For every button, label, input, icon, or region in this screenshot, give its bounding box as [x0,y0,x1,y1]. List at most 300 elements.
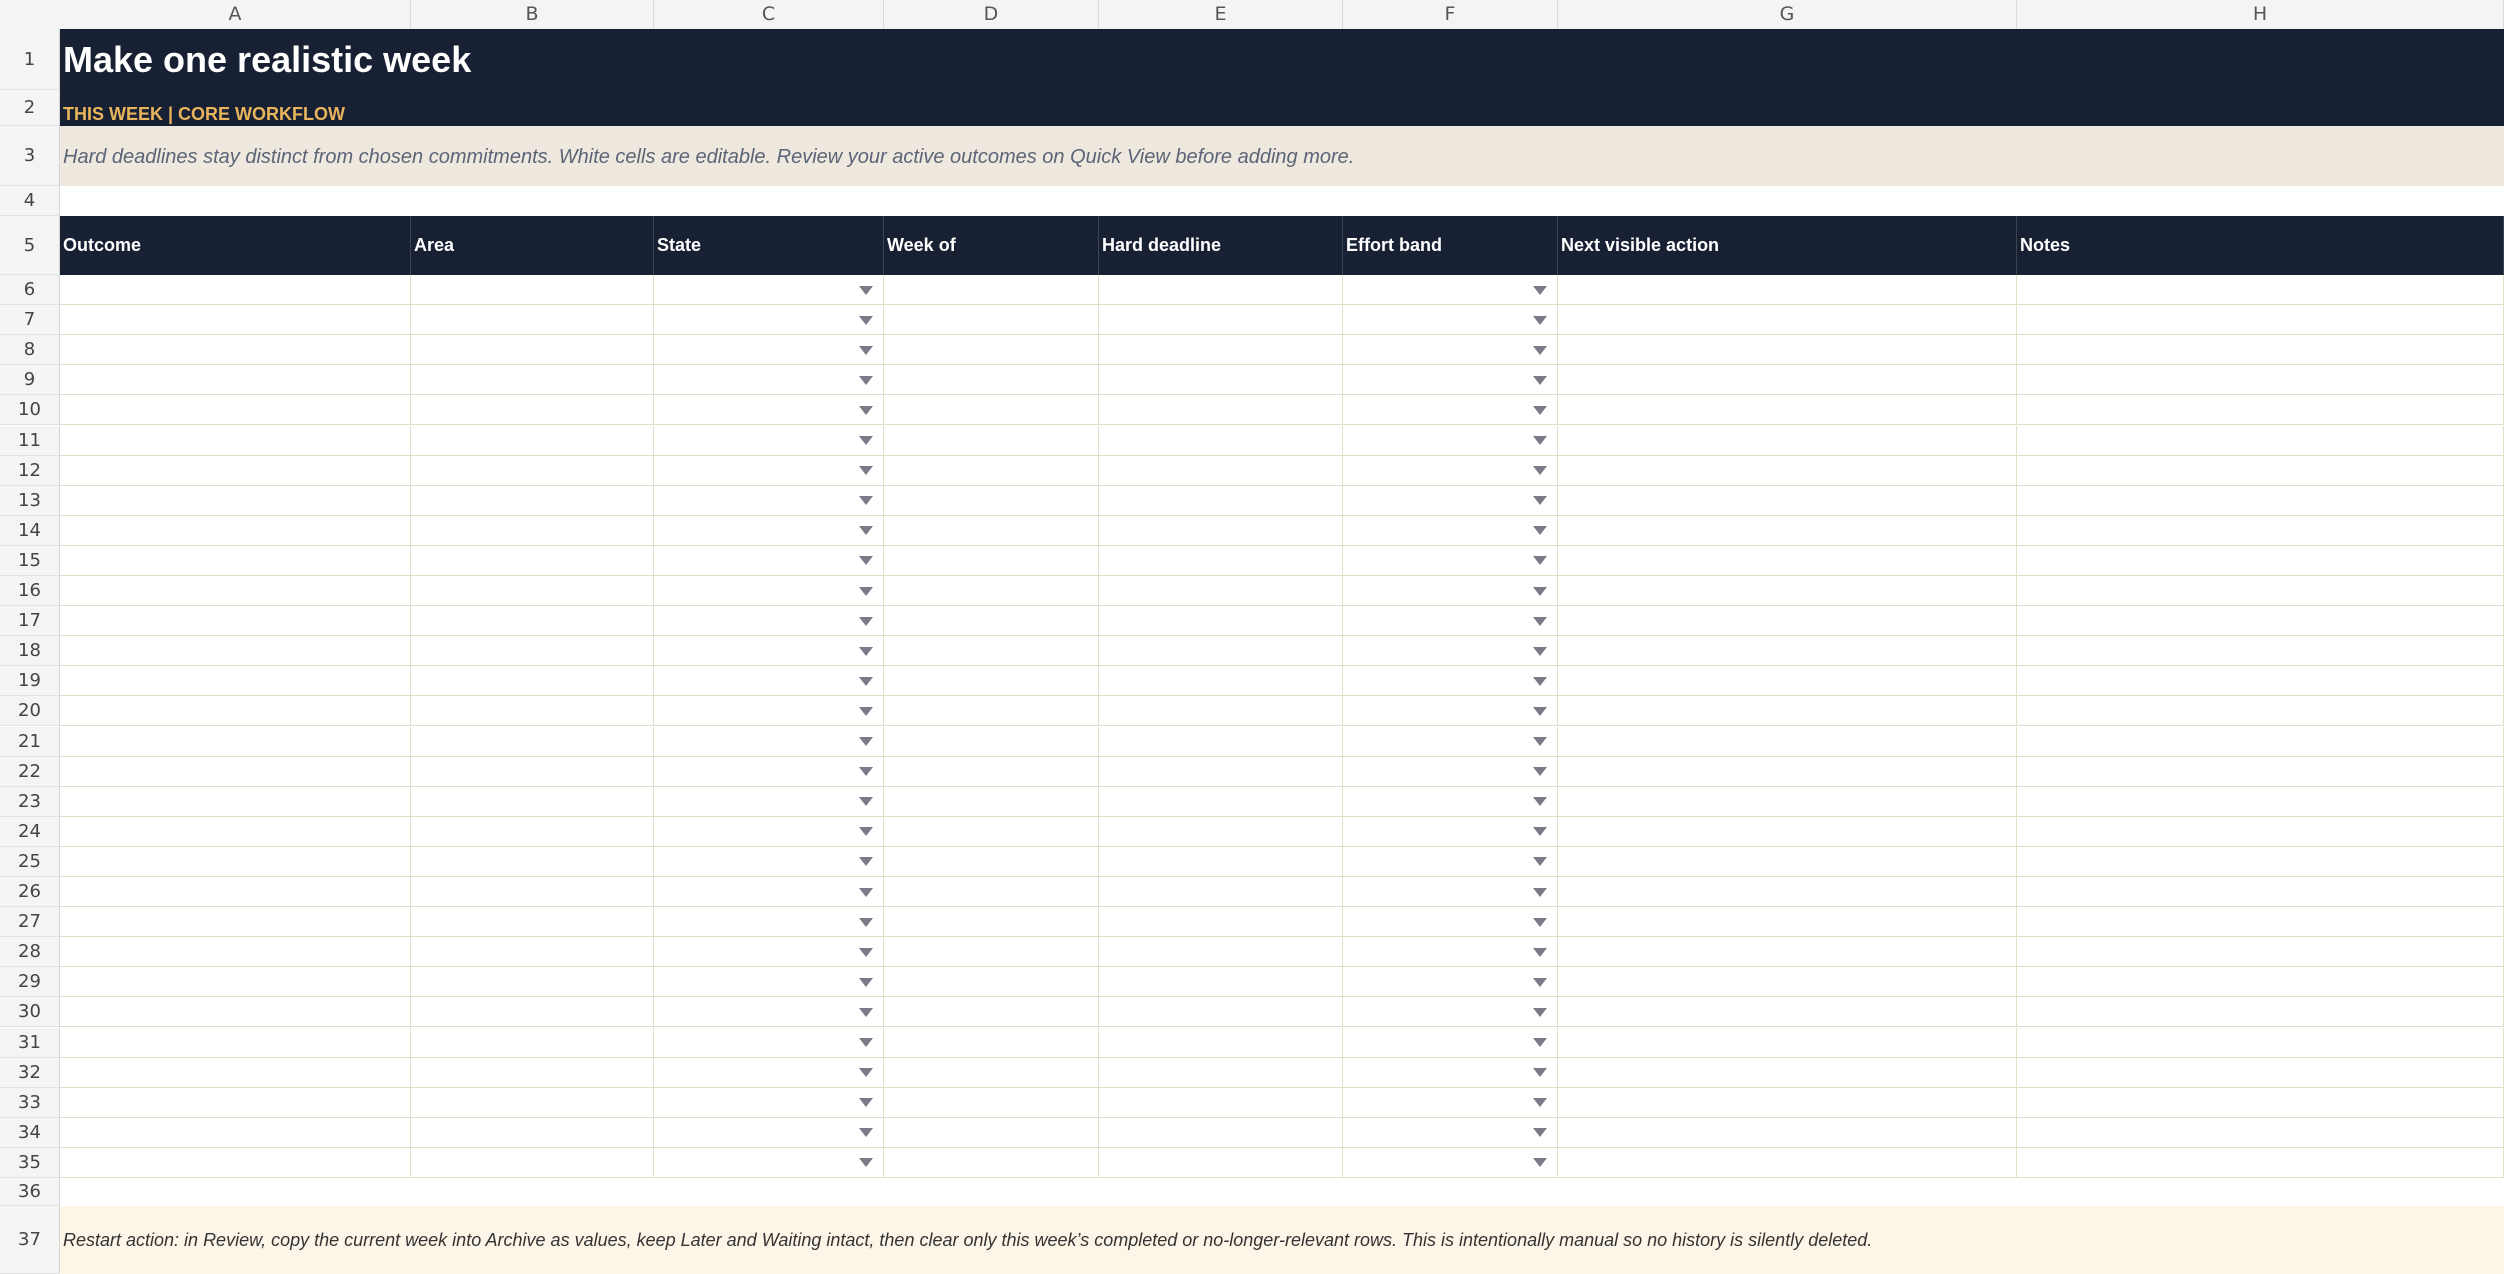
table-cell[interactable] [2017,456,2504,486]
table-cell[interactable] [884,486,1099,516]
table-cell[interactable] [884,817,1099,847]
table-cell[interactable] [1099,666,1343,696]
table-cell[interactable] [654,847,884,877]
table-cell[interactable] [411,817,654,847]
table-cell[interactable] [2017,696,2504,726]
table-cell[interactable] [884,576,1099,606]
table-cell[interactable] [1099,877,1343,907]
dropdown-arrow-icon[interactable] [859,857,873,866]
table-cell[interactable] [654,997,884,1027]
table-cell[interactable] [411,305,654,335]
table-cell[interactable] [1099,365,1343,395]
row-header-20[interactable]: 20 [0,696,60,726]
table-cell[interactable] [1099,395,1343,425]
table-cell[interactable] [1343,1028,1558,1058]
column-header-b[interactable]: B [411,0,654,29]
dropdown-arrow-icon[interactable] [859,1068,873,1077]
table-cell[interactable] [60,305,411,335]
table-cell[interactable] [2017,335,2504,365]
table-cell[interactable] [411,666,654,696]
table-cell[interactable] [1343,877,1558,907]
table-cell[interactable] [884,877,1099,907]
table-cell[interactable] [1343,516,1558,546]
table-cell[interactable] [1343,696,1558,726]
table-cell[interactable] [1558,727,2017,757]
table-cell[interactable] [411,1118,654,1148]
row-header-9[interactable]: 9 [0,365,60,395]
table-cell[interactable] [1099,1028,1343,1058]
table-cell[interactable] [884,305,1099,335]
row-header-37[interactable]: 37 [0,1206,60,1274]
table-cell[interactable] [654,606,884,636]
table-cell[interactable] [60,546,411,576]
table-cell[interactable] [60,335,411,365]
table-cell[interactable] [654,305,884,335]
table-cell[interactable] [654,757,884,787]
table-cell[interactable] [411,907,654,937]
table-cell[interactable] [60,426,411,456]
table-cell[interactable] [2017,1118,2504,1148]
table-cell[interactable] [1558,817,2017,847]
table-cell[interactable] [1558,516,2017,546]
table-cell[interactable] [2017,1088,2504,1118]
dropdown-arrow-icon[interactable] [859,888,873,897]
table-cell[interactable] [1343,907,1558,937]
dropdown-arrow-icon[interactable] [1533,647,1547,656]
table-cell[interactable] [654,967,884,997]
row-header-5[interactable]: 5 [0,216,60,275]
dropdown-arrow-icon[interactable] [859,978,873,987]
row-header-18[interactable]: 18 [0,636,60,666]
table-cell[interactable] [411,1148,654,1178]
table-cell[interactable] [1558,877,2017,907]
table-cell[interactable] [654,395,884,425]
table-cell[interactable] [1343,426,1558,456]
dropdown-arrow-icon[interactable] [859,436,873,445]
table-cell[interactable] [654,365,884,395]
table-cell[interactable] [1558,937,2017,967]
table-cell[interactable] [884,1148,1099,1178]
table-cell[interactable] [1343,666,1558,696]
table-cell[interactable] [1099,636,1343,666]
dropdown-arrow-icon[interactable] [1533,797,1547,806]
dropdown-arrow-icon[interactable] [1533,827,1547,836]
dropdown-arrow-icon[interactable] [1533,918,1547,927]
table-cell[interactable] [411,787,654,817]
table-cell[interactable] [654,275,884,305]
table-cell[interactable] [1099,817,1343,847]
table-cell[interactable] [411,395,654,425]
table-cell[interactable] [60,937,411,967]
row-header-19[interactable]: 19 [0,666,60,696]
table-cell[interactable] [411,606,654,636]
row-header-13[interactable]: 13 [0,486,60,516]
column-header-e[interactable]: E [1099,0,1343,29]
table-cell[interactable] [1558,576,2017,606]
table-cell[interactable] [1558,426,2017,456]
table-cell[interactable] [411,847,654,877]
table-cell[interactable] [411,486,654,516]
table-cell[interactable] [1558,1058,2017,1088]
table-cell[interactable] [411,335,654,365]
table-cell[interactable] [1343,456,1558,486]
table-cell[interactable] [2017,1028,2504,1058]
dropdown-arrow-icon[interactable] [859,286,873,295]
table-cell[interactable] [2017,365,2504,395]
table-cell[interactable] [411,937,654,967]
table-cell[interactable] [2017,606,2504,636]
table-cell[interactable] [1099,1118,1343,1148]
dropdown-arrow-icon[interactable] [1533,857,1547,866]
table-cell[interactable] [884,456,1099,486]
row-header-28[interactable]: 28 [0,937,60,967]
table-cell[interactable] [1558,1088,2017,1118]
table-cell[interactable] [654,787,884,817]
table-cell[interactable] [1343,606,1558,636]
table-cell[interactable] [1099,606,1343,636]
table-cell[interactable] [1558,606,2017,636]
table-cell[interactable] [1099,907,1343,937]
table-cell[interactable] [2017,1058,2504,1088]
table-cell[interactable] [1558,335,2017,365]
table-cell[interactable] [1099,1058,1343,1088]
table-cell[interactable] [60,817,411,847]
table-cell[interactable] [884,1088,1099,1118]
dropdown-arrow-icon[interactable] [859,587,873,596]
table-cell[interactable] [654,1028,884,1058]
dropdown-arrow-icon[interactable] [1533,526,1547,535]
table-cell[interactable] [1558,546,2017,576]
dropdown-arrow-icon[interactable] [1533,1098,1547,1107]
row-header-12[interactable]: 12 [0,456,60,486]
dropdown-arrow-icon[interactable] [859,617,873,626]
table-cell[interactable] [1558,636,2017,666]
dropdown-arrow-icon[interactable] [859,1158,873,1167]
table-cell[interactable] [884,967,1099,997]
table-cell[interactable] [1099,847,1343,877]
table-cell[interactable] [654,877,884,907]
table-cell[interactable] [884,275,1099,305]
table-cell[interactable] [2017,305,2504,335]
row-header-31[interactable]: 31 [0,1028,60,1058]
table-cell[interactable] [1558,456,2017,486]
table-cell[interactable] [2017,395,2504,425]
table-cell[interactable] [884,727,1099,757]
table-cell[interactable] [1343,787,1558,817]
row-header-22[interactable]: 22 [0,757,60,787]
dropdown-arrow-icon[interactable] [1533,948,1547,957]
table-cell[interactable] [654,817,884,847]
table-cell[interactable] [1343,1148,1558,1178]
table-cell[interactable] [411,727,654,757]
dropdown-arrow-icon[interactable] [859,737,873,746]
table-cell[interactable] [1558,365,2017,395]
dropdown-arrow-icon[interactable] [859,346,873,355]
dropdown-arrow-icon[interactable] [859,496,873,505]
table-cell[interactable] [1099,787,1343,817]
row-header-21[interactable]: 21 [0,727,60,757]
table-cell[interactable] [60,486,411,516]
table-cell[interactable] [2017,727,2504,757]
table-cell[interactable] [2017,666,2504,696]
column-header-a[interactable]: A [60,0,411,29]
table-cell[interactable] [1343,1088,1558,1118]
dropdown-arrow-icon[interactable] [859,767,873,776]
table-cell[interactable] [1343,1058,1558,1088]
dropdown-arrow-icon[interactable] [859,797,873,806]
table-cell[interactable] [60,1058,411,1088]
table-cell[interactable] [1558,967,2017,997]
table-cell[interactable] [2017,576,2504,606]
table-cell[interactable] [60,1088,411,1118]
dropdown-arrow-icon[interactable] [1533,767,1547,776]
table-cell[interactable] [1343,727,1558,757]
table-cell[interactable] [60,1118,411,1148]
row-header-27[interactable]: 27 [0,907,60,937]
table-cell[interactable] [884,606,1099,636]
table-cell[interactable] [2017,787,2504,817]
table-cell[interactable] [60,787,411,817]
dropdown-arrow-icon[interactable] [1533,737,1547,746]
table-cell[interactable] [654,1088,884,1118]
table-cell[interactable] [1099,426,1343,456]
table-cell[interactable] [2017,877,2504,907]
table-cell[interactable] [1558,997,2017,1027]
dropdown-arrow-icon[interactable] [1533,677,1547,686]
table-cell[interactable] [1099,456,1343,486]
table-cell[interactable] [884,696,1099,726]
table-cell[interactable] [884,365,1099,395]
table-cell[interactable] [1099,335,1343,365]
dropdown-arrow-icon[interactable] [1533,346,1547,355]
table-cell[interactable] [60,1148,411,1178]
table-cell[interactable] [2017,275,2504,305]
table-cell[interactable] [1099,727,1343,757]
table-cell[interactable] [884,335,1099,365]
table-cell[interactable] [884,787,1099,817]
table-cell[interactable] [884,1118,1099,1148]
table-cell[interactable] [60,847,411,877]
table-cell[interactable] [1099,757,1343,787]
dropdown-arrow-icon[interactable] [1533,978,1547,987]
dropdown-arrow-icon[interactable] [1533,1038,1547,1047]
table-cell[interactable] [654,937,884,967]
table-cell[interactable] [1558,305,2017,335]
column-header-f[interactable]: F [1343,0,1558,29]
table-cell[interactable] [884,907,1099,937]
table-cell[interactable] [1099,305,1343,335]
table-cell[interactable] [1558,1028,2017,1058]
row-header-3[interactable]: 3 [0,126,60,186]
table-cell[interactable] [1558,757,2017,787]
table-cell[interactable] [654,1058,884,1088]
column-header-d[interactable]: D [884,0,1099,29]
row-header-17[interactable]: 17 [0,606,60,636]
row-header-7[interactable]: 7 [0,305,60,335]
dropdown-arrow-icon[interactable] [1533,286,1547,295]
table-cell[interactable] [1343,997,1558,1027]
table-cell[interactable] [1099,486,1343,516]
dropdown-arrow-icon[interactable] [1533,496,1547,505]
row-header-23[interactable]: 23 [0,787,60,817]
table-cell[interactable] [411,636,654,666]
table-cell[interactable] [654,666,884,696]
row-header-35[interactable]: 35 [0,1148,60,1178]
table-cell[interactable] [411,365,654,395]
table-cell[interactable] [60,666,411,696]
table-cell[interactable] [2017,967,2504,997]
dropdown-arrow-icon[interactable] [859,1038,873,1047]
table-cell[interactable] [1343,576,1558,606]
dropdown-arrow-icon[interactable] [1533,1158,1547,1167]
table-cell[interactable] [1558,1148,2017,1178]
table-cell[interactable] [1343,1118,1558,1148]
table-cell[interactable] [884,395,1099,425]
table-cell[interactable] [60,696,411,726]
dropdown-arrow-icon[interactable] [1533,406,1547,415]
table-cell[interactable] [411,997,654,1027]
dropdown-arrow-icon[interactable] [1533,888,1547,897]
table-cell[interactable] [1558,666,2017,696]
row-header-26[interactable]: 26 [0,877,60,907]
dropdown-arrow-icon[interactable] [859,376,873,385]
table-cell[interactable] [60,757,411,787]
dropdown-arrow-icon[interactable] [859,677,873,686]
dropdown-arrow-icon[interactable] [1533,556,1547,565]
table-cell[interactable] [1099,576,1343,606]
dropdown-arrow-icon[interactable] [859,406,873,415]
column-header-g[interactable]: G [1558,0,2017,29]
row-header-29[interactable]: 29 [0,967,60,997]
table-cell[interactable] [2017,426,2504,456]
table-cell[interactable] [884,1028,1099,1058]
row-header-32[interactable]: 32 [0,1058,60,1088]
table-cell[interactable] [2017,907,2504,937]
table-cell[interactable] [1343,967,1558,997]
row-header-25[interactable]: 25 [0,847,60,877]
table-cell[interactable] [2017,847,2504,877]
table-cell[interactable] [1558,1118,2017,1148]
table-cell[interactable] [884,1058,1099,1088]
table-cell[interactable] [1558,486,2017,516]
dropdown-arrow-icon[interactable] [1533,316,1547,325]
table-cell[interactable] [1558,907,2017,937]
dropdown-arrow-icon[interactable] [859,707,873,716]
table-cell[interactable] [2017,997,2504,1027]
table-cell[interactable] [1099,1148,1343,1178]
table-cell[interactable] [2017,636,2504,666]
table-cell[interactable] [60,636,411,666]
table-cell[interactable] [1343,395,1558,425]
table-cell[interactable] [884,847,1099,877]
table-cell[interactable] [2017,937,2504,967]
row-header-11[interactable]: 11 [0,426,60,456]
table-cell[interactable] [60,456,411,486]
column-header-c[interactable]: C [654,0,884,29]
table-cell[interactable] [654,516,884,546]
row-header-14[interactable]: 14 [0,516,60,546]
table-cell[interactable] [1343,847,1558,877]
table-cell[interactable] [654,1148,884,1178]
table-cell[interactable] [1099,696,1343,726]
dropdown-arrow-icon[interactable] [1533,617,1547,626]
table-cell[interactable] [411,456,654,486]
row-header-24[interactable]: 24 [0,817,60,847]
dropdown-arrow-icon[interactable] [859,526,873,535]
table-cell[interactable] [1558,275,2017,305]
table-cell[interactable] [411,696,654,726]
table-cell[interactable] [411,1088,654,1118]
table-cell[interactable] [1099,937,1343,967]
table-cell[interactable] [654,1118,884,1148]
table-cell[interactable] [1343,275,1558,305]
table-cell[interactable] [1343,305,1558,335]
table-cell[interactable] [60,997,411,1027]
table-cell[interactable] [411,877,654,907]
table-cell[interactable] [884,636,1099,666]
table-cell[interactable] [60,516,411,546]
table-cell[interactable] [1099,967,1343,997]
table-cell[interactable] [1558,395,2017,425]
row-header-15[interactable]: 15 [0,546,60,576]
dropdown-arrow-icon[interactable] [1533,436,1547,445]
dropdown-arrow-icon[interactable] [859,1098,873,1107]
table-cell[interactable] [884,546,1099,576]
dropdown-arrow-icon[interactable] [1533,707,1547,716]
dropdown-arrow-icon[interactable] [859,316,873,325]
table-cell[interactable] [60,877,411,907]
dropdown-arrow-icon[interactable] [1533,1008,1547,1017]
table-cell[interactable] [1099,997,1343,1027]
table-cell[interactable] [654,426,884,456]
table-cell[interactable] [411,275,654,305]
dropdown-arrow-icon[interactable] [1533,587,1547,596]
row-header-33[interactable]: 33 [0,1088,60,1118]
table-cell[interactable] [884,426,1099,456]
table-cell[interactable] [884,937,1099,967]
table-cell[interactable] [2017,1148,2504,1178]
table-cell[interactable] [654,456,884,486]
table-cell[interactable] [411,516,654,546]
dropdown-arrow-icon[interactable] [859,466,873,475]
table-cell[interactable] [1343,937,1558,967]
table-cell[interactable] [1099,516,1343,546]
table-cell[interactable] [884,666,1099,696]
table-cell[interactable] [2017,486,2504,516]
table-cell[interactable] [1343,486,1558,516]
dropdown-arrow-icon[interactable] [1533,1068,1547,1077]
table-cell[interactable] [60,365,411,395]
table-cell[interactable] [411,426,654,456]
table-cell[interactable] [654,546,884,576]
table-cell[interactable] [884,997,1099,1027]
table-cell[interactable] [411,1028,654,1058]
table-cell[interactable] [411,546,654,576]
table-cell[interactable] [1343,757,1558,787]
table-cell[interactable] [60,275,411,305]
table-cell[interactable] [884,516,1099,546]
row-header-4[interactable]: 4 [0,186,60,216]
table-cell[interactable] [411,576,654,606]
table-cell[interactable] [1343,335,1558,365]
dropdown-arrow-icon[interactable] [859,918,873,927]
table-cell[interactable] [60,606,411,636]
row-header-8[interactable]: 8 [0,335,60,365]
table-cell[interactable] [654,696,884,726]
table-cell[interactable] [411,967,654,997]
table-cell[interactable] [1099,546,1343,576]
table-cell[interactable] [60,907,411,937]
